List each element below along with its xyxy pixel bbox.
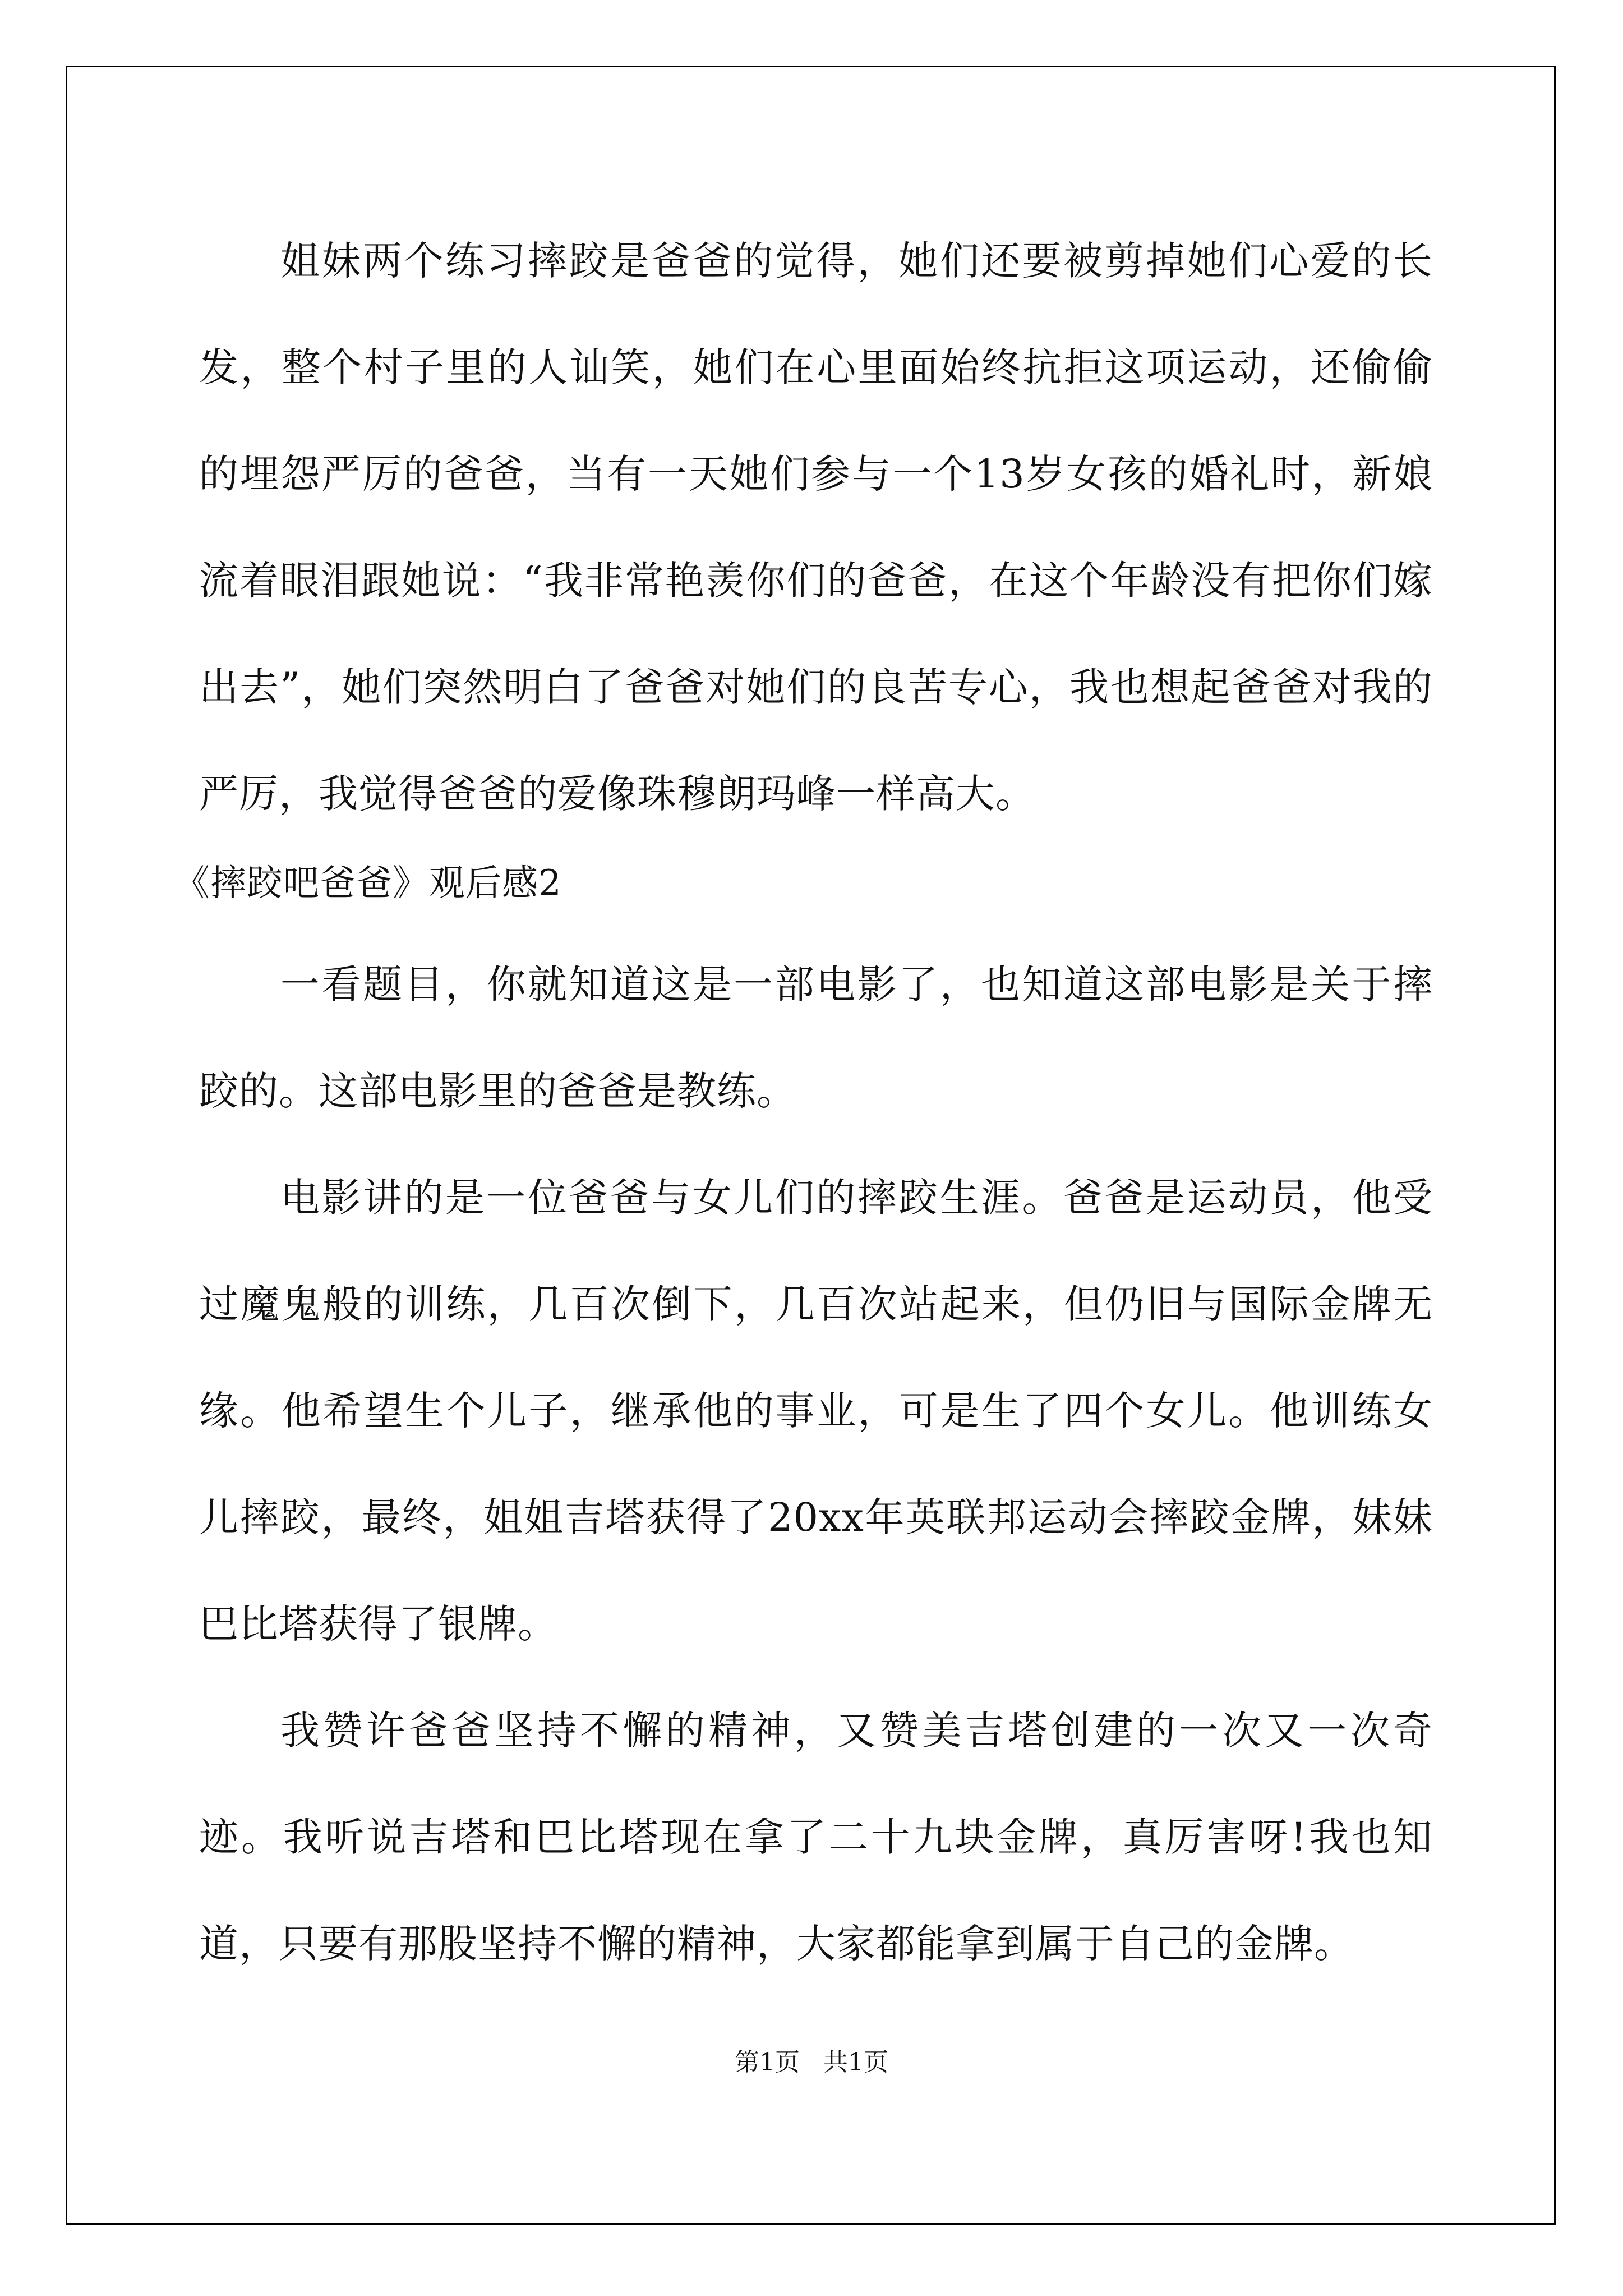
- paragraph-4: 我赞许爸爸坚持不懈的精神，又赞美吉塔创建的一次又一次奇迹。我听说吉塔和巴比塔现在拿了二十九块金牌，真厉害呀!我也知道，只要有那股坚持不懈的精神，大家都能拿到属于自己的金牌。: [199, 1708, 1433, 1967]
- paragraph-3: 电影讲的是一位爸爸与女儿们的摔跤生涯。爸爸是运动员，他受过魔鬼般的训练，几百次倒下，几百次站起来，但仍旧与国际金牌无缘。他希望生个儿子，继承他的事业，可是生了四个女儿。他训练女儿摔跤，最终，姐姐吉塔获得了20xx年英联邦运动会摔跤金牌，妹妹巴比塔获得了银牌。: [199, 1175, 1433, 1647]
- page-number: 第1页: [735, 2048, 800, 2077]
- paragraph-1: 姐妹两个练习摔跤是爸爸的觉得，她们还要被剪掉她们心爱的长发，整个村子里的人讪笑，她们在心里面始终抗拒这项运动，还偷偷的埋怨严厉的爸爸，当有一天她们参与一个13岁女孩的婚礼时，新娘流着眼泪跟她说：“我非常艳羡你们的爸爸，在这个年龄没有把你们嫁出去”，她们突然明白了爸爸对她们的良苦专心，我也想起爸爸对我的严厉，我觉得爸爸的爱像珠穆朗玛峰一样高大。: [199, 238, 1433, 817]
- paragraph-2: 一看题目，你就知道这是一部电影了，也知道这部电影是关于摔跤的。这部电影里的爸爸是教练。: [199, 961, 1433, 1114]
- section-heading: 《摔跤吧爸爸》观后感2: [174, 863, 562, 904]
- document-body: [174, 208, 1433, 1997]
- page-total: 共1页: [823, 2048, 888, 2077]
- page-footer: [0, 2042, 1623, 2078]
